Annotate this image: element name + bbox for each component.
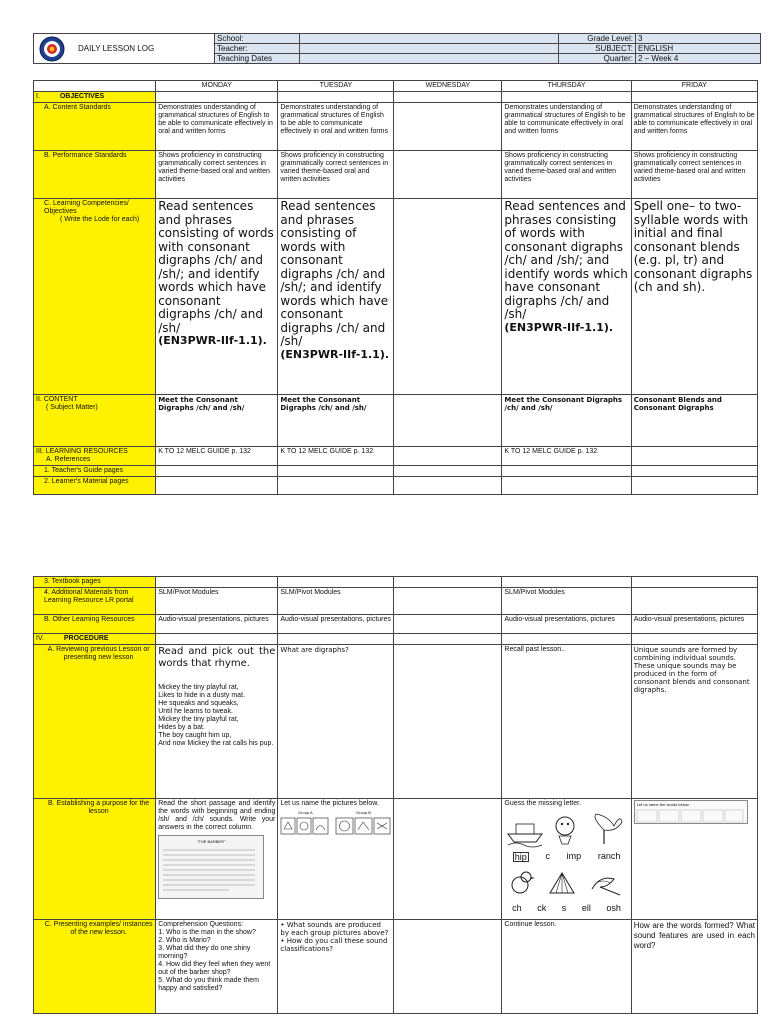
resources-title: III. LEARNING RESOURCES [36, 448, 128, 455]
blank-osh[interactable]: osh [606, 903, 621, 913]
subject-value[interactable]: ENGLISH [636, 44, 761, 54]
review-mon [156, 645, 278, 799]
references-fri [631, 447, 757, 466]
content-standards-label: A. Content Standards [34, 103, 156, 151]
review-label: A. Reviewing previous Lesson or presenting new lesson [34, 645, 156, 799]
lesson-table-bottom [33, 576, 758, 1014]
teacher-value[interactable] [300, 44, 559, 54]
content-standards-mon: Demonstrates understanding of grammatical structures of English to be able to communicate effectively in oral and written forms [156, 103, 278, 151]
content-standards-tue: Demonstrates understanding of grammatical structures of English to be able to communicate effectively in oral and written forms [278, 103, 394, 151]
resources-label [34, 447, 156, 466]
review-thu: Recall past lesson.. [502, 645, 631, 799]
textbook-label: 3. Textbook pages [34, 577, 156, 588]
content-standards-thu: Demonstrates understanding of grammatical structures of English to be able to communicate effectively in oral and written forms [502, 103, 631, 151]
competencies-thu [502, 199, 631, 395]
dates-value[interactable] [300, 54, 559, 64]
additional-materials-wed [394, 588, 502, 615]
missing-letter-pictures-row1 [504, 810, 626, 848]
references-mon: K TO 12 MELC GUIDE p. 132 [156, 447, 278, 466]
group-b-label: Group B [356, 810, 371, 815]
objectives-title: OBJECTIVES [59, 93, 105, 100]
group-a-label: Group A [298, 810, 313, 815]
competencies-tue-code: (EN3PWR-IIf-1.1). [280, 347, 390, 361]
content-standards-fri: Demonstrates understanding of grammatical structures of English to be able to communicate effectively in oral and written forms [631, 103, 757, 151]
day-thursday: THURSDAY [502, 81, 631, 92]
objectives-num: I. [36, 93, 40, 100]
grade-label: Grade Level: [559, 34, 636, 44]
content-tue: Meet the Consonant Digraphs /ch/ and /sh/ [278, 395, 394, 447]
blank-s[interactable]: s [561, 903, 567, 913]
additional-materials-label: 4. Additional Materials from Learning Resource LR portal [34, 588, 156, 615]
header-table [33, 33, 761, 64]
purpose-tue-text: Let us name the pictures below. [280, 800, 379, 807]
missing-letter-pictures-row2 [504, 865, 626, 901]
performance-standards-tue: Shows proficiency in constructing grammatically correct sentences in varied theme-based oral and written activities [278, 151, 394, 199]
learners-material-label: 2. Learner's Material pages [34, 477, 156, 495]
competencies-label [34, 199, 156, 395]
additional-materials-mon: SLM/Pivot Modules [156, 588, 278, 615]
examples-thu: Continue lesson. [502, 920, 631, 1014]
corner-cell [34, 81, 156, 92]
other-resources-tue: Audio-visual presentations, pictures [278, 615, 394, 634]
teacher-label: Teacher: [215, 44, 300, 54]
competencies-tue-text: Read sentences and phrases consisting of words with consonant digraphs /ch/ and /sh/; and identify words which have consonant digraphs /ch/ and /sh/ [280, 199, 389, 348]
lesson-log-title: DAILY LESSON LOG [78, 44, 155, 53]
day-monday: MONDAY [156, 81, 278, 92]
purpose-mon [156, 799, 278, 920]
purpose-tue [278, 799, 394, 920]
review-tue: What are digraphs? [278, 645, 394, 799]
references-thu: K TO 12 MELC GUIDE p. 132 [502, 447, 631, 466]
additional-materials-tue: SLM/Pivot Modules [278, 588, 394, 615]
procedure-heading [34, 634, 156, 645]
blank-ch[interactable]: ch [512, 903, 522, 913]
missing-letter-row2 [504, 904, 628, 912]
examples-wed [394, 920, 502, 1014]
day-tuesday: TUESDAY [278, 81, 394, 92]
purpose-wed [394, 799, 502, 920]
content-thu: Meet the Consonant Digraphs /ch/ and /sh/ [502, 395, 631, 447]
content-standards-wed [394, 103, 502, 151]
group-b-pictures [335, 817, 391, 835]
group-a-pictures [280, 817, 330, 835]
content-wed [394, 395, 502, 447]
deped-seal-icon [38, 36, 66, 62]
subject-label: SUBJECT: [559, 44, 636, 54]
performance-standards-fri: Shows proficiency in constructing grammatically correct sentences in varied theme-based oral and written activities [631, 151, 757, 199]
day-friday: FRIDAY [631, 81, 757, 92]
grade-value[interactable]: 3 [636, 34, 761, 44]
competencies-thu-code: (EN3PWR-IIf-1.1). [504, 320, 614, 334]
content-label [34, 395, 156, 447]
other-resources-label: B. Other Learning Resources [34, 615, 156, 634]
performance-standards-wed [394, 151, 502, 199]
competencies-tue [278, 199, 394, 395]
other-resources-mon: Audio-visual presentations, pictures [156, 615, 278, 634]
competencies-mon [156, 199, 278, 395]
examples-mon: Comprehension Questions: 1. Who is the man in the show? 2. Who is Mario? 3. What did they do one shiny morning? 4. How did they feel when they went out of the barber shop? 5. What do you think made them happy and satisfied? [156, 920, 278, 1014]
review-fri: Unique sounds are formed by combining individual sounds. These unique sounds may be produced in the form of consonant blends and consonant digraphs. [631, 645, 757, 799]
blank-ell[interactable]: ell [581, 903, 591, 913]
content-title: II. CONTENT [36, 396, 78, 403]
word-chart-grid [635, 809, 745, 823]
competencies-fri [631, 199, 757, 395]
content-mon: Meet the Consonant Digraphs /ch/ and /sh/ [156, 395, 278, 447]
other-resources-thu: Audio-visual presentations, pictures [502, 615, 631, 634]
word-chart-image [634, 800, 748, 824]
performance-standards-mon: Shows proficiency in constructing grammatically correct sentences in varied theme-based oral and written activities [156, 151, 278, 199]
missing-letter-row1 [504, 852, 628, 862]
competencies-mon-code: (EN3PWR-IIf-1.1). [158, 334, 267, 347]
header-logo-cell [34, 34, 215, 64]
competencies-thu-text: Read sentences and phrases consisting of words with consonant digraphs /ch/ and /sh/; and identify words which have consonant digraphs /ch/ and /sh/ [504, 199, 628, 321]
examples-fri: How are the words formed? What sound features are used in each word? [631, 920, 757, 1014]
review-mon-intro: Read and pick out the words that rhyme. [158, 646, 276, 669]
examples-label: C. Presenting examples/ instances of the new lesson. [34, 920, 156, 1014]
day-wednesday: WEDNESDAY [394, 81, 502, 92]
references-tue: K TO 12 MELC GUIDE p. 132 [278, 447, 394, 466]
competencies-fri-text: Spell one– to two-syllable words with initial and final consonant blends (e.g. pl, tr) and consonant digraphs (ch and sh). [633, 199, 753, 294]
school-value[interactable] [300, 34, 559, 44]
additional-materials-fri [631, 588, 757, 615]
blank-ranch[interactable]: ranch [597, 851, 621, 861]
barber-passage-image [158, 835, 264, 899]
quarter-value[interactable]: 2 – Week 4 [636, 54, 761, 64]
blank-imp[interactable]: imp [566, 851, 582, 861]
barber-passage-title: "THE BARBER" [196, 839, 226, 844]
competencies-note: ( Write the Lode for each) [60, 216, 140, 223]
competencies-mon-text: Read sentences and phrases consisting of words with consonant digraphs /ch/ and /sh/; and identify words which have consonant digraphs /ch/ and /sh/ [158, 199, 274, 335]
references-wed [394, 447, 502, 466]
additional-materials-thu: SLM/Pivot Modules [502, 588, 631, 615]
procedure-title: PROCEDURE [63, 635, 109, 642]
purpose-thu-text: Guess the missing letter. [504, 800, 582, 807]
review-mon-poem: Mickey the tiny playful rat, Likes to hide in a dusty mat. He squeaks and squeaks, Until he learns to tweak. Mickey the tiny playful rat, Hides by a bat. The boy caught him up, And now Mickey the rat calls his pup. [158, 684, 274, 747]
blank-ck[interactable]: ck [537, 903, 547, 913]
examples-tue: • What sounds are produced by each group pictures above? • How do you call these sound classifications? [278, 920, 394, 1014]
blank-hip[interactable]: hip [514, 852, 527, 862]
purpose-thu [502, 799, 631, 920]
purpose-fri [631, 799, 757, 920]
blank-c[interactable]: c [545, 851, 550, 861]
performance-standards-thu: Shows proficiency in constructing grammatically correct sentences in varied theme-based oral and written activities [502, 151, 631, 199]
school-label: School: [215, 34, 300, 44]
procedure-num: IV. [36, 635, 44, 642]
dates-label: Teaching Dates [215, 54, 300, 64]
content-fri: Consonant Blends and Consonant Digraphs [631, 395, 757, 447]
other-resources-fri: Audio-visual presentations, pictures [631, 615, 757, 634]
competencies-wed [394, 199, 502, 395]
other-resources-wed [394, 615, 502, 634]
teachers-guide-label: 1. Teacher's Guide pages [34, 466, 156, 477]
performance-standards-label: B. Performance Standards [34, 151, 156, 199]
purpose-label: B. Establishing a purpose for the lesson [34, 799, 156, 920]
review-wed [394, 645, 502, 799]
objectives-heading [34, 92, 156, 103]
references-label: A. References [46, 456, 91, 463]
competencies-title: C. Learning Competencies/ Objectives [44, 200, 129, 215]
content-note: ( Subject Matter) [46, 404, 98, 411]
lesson-table-top [33, 80, 758, 495]
quarter-label: Quarter: [559, 54, 636, 64]
purpose-mon-text: Read the short passage and identify the words with beginning and ending /sh/ and /ch/ sounds. Write your answers in the correct column. [158, 800, 276, 831]
word-chart-title: Let us name the words below. [636, 802, 690, 807]
passage-text-lines [159, 846, 259, 896]
